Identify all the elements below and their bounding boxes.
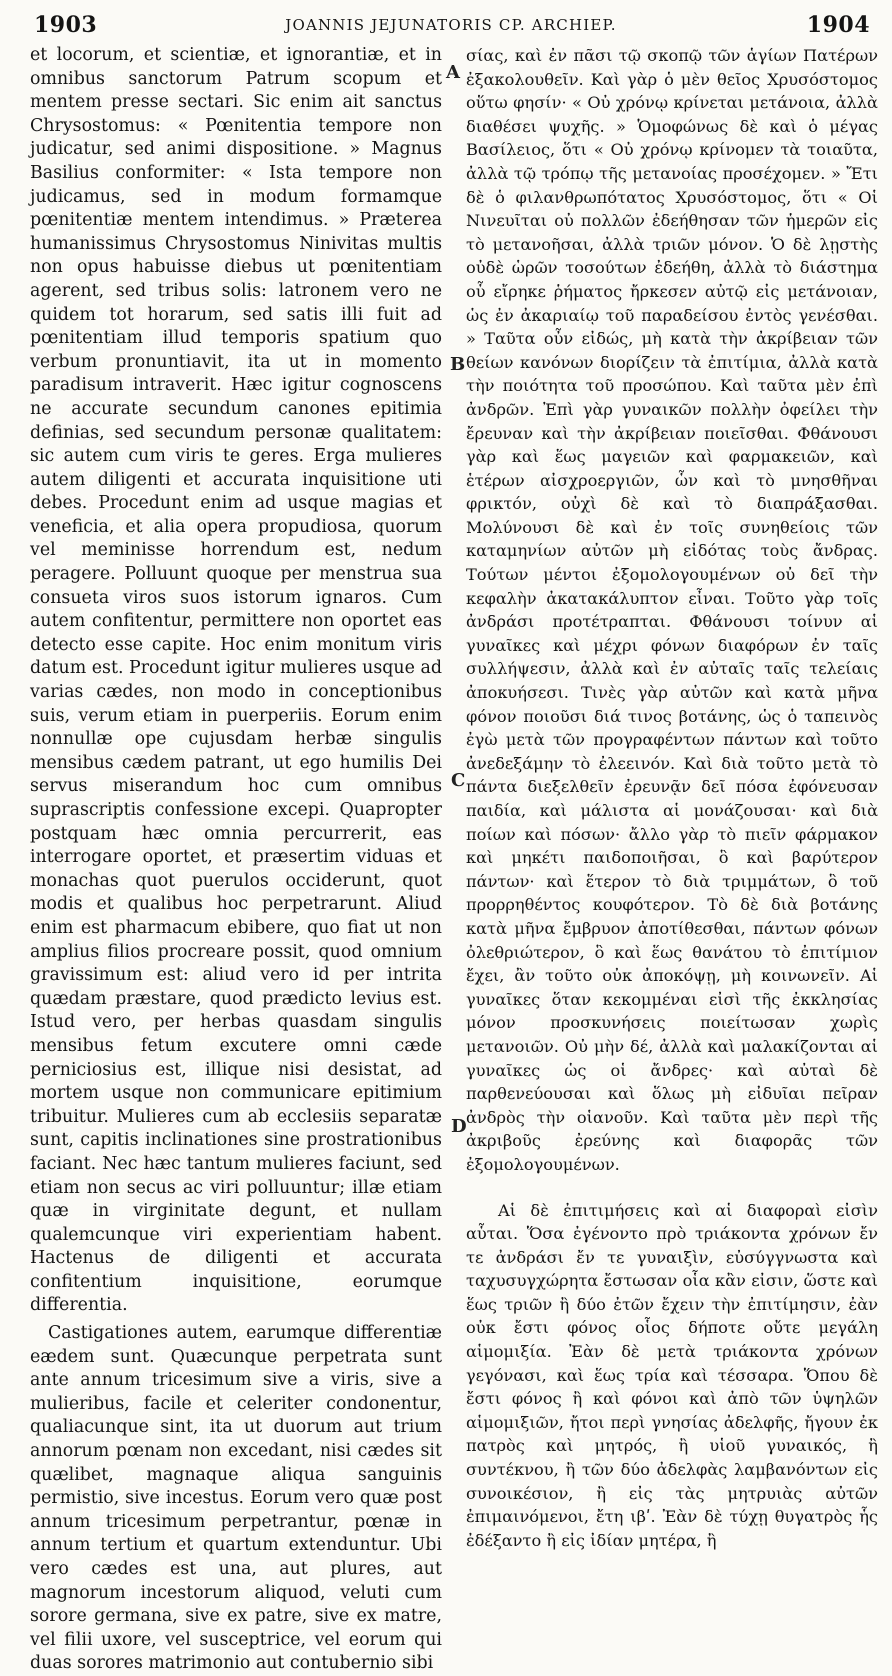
greek-paragraph-2: Αἱ δὲ ἐπιτιμήσεις καὶ αἱ διαφοραὶ εἰσὶν αὗται. Ὅσα ἐγένοντο πρὸ τριάκοντα χρόνων ἔν τε ἀνδράσι ἔν τε γυναιξὶν, εὐσύγγνωστα καὶ ταχυσυγχώρητα ἔστωσαν οἷα κἂν εἰσιν, ὥστε καὶ ἕως τριῶν ἢ δύο ἐτῶν ἔχειν τὴν ἐπιτίμησιν, ἐὰν οὐκ ἔστι φόνος οἷος δήποτε οὔτε μεγάλη αἱμομιξία. Ἐὰν δὲ μετὰ τριάκοντα χρόνων γεγόνασι, καὶ ἕως τρία καὶ τέσσαρα. Ὅπου δὲ ἔστι φόνος ἢ καὶ φόνοι καὶ ἀπὸ τῶν ὑψηλῶν αἱμομιξιῶν, ἤτοι περὶ γνησίας ἀδελφῆς, ἤγουν ἐκ πατρὸς καὶ μητρός, ἢ υἱοῦ γυναικός, ἢ συντέκνου, ἢ τῶν δύο ἀδελφὰς λαμβανόντων εἰς συνοικέσιον, ἢ εἰς τὰς μητρυιὰς αὐτῶν ἐπιμαινόμενοι, ἔτη ιβʹ. Ἐὰν δὲ τύχῃ θυγατρὸς ἧς ἐδέξαντο ἢ εἰς ἰδίαν μητέρα, ἢ [466,1200,878,1550]
running-title: JOANNIS JEJUNATORIS CP. ARCHIEP. [285,16,617,34]
latin-column [30,44,442,1676]
right-page-number: 1904 [806,12,870,38]
greek-paragraph-1: σίας, καὶ ἐν πᾶσι τῷ σκοπῷ τῶν ἁγίων Πατέρων ἐξακολουθεῖν. Καὶ γὰρ ὁ μὲν θεῖος Χρυσόστομος οὕτω φησίν· « Οὐ χρόνῳ κρίνεται μετάνοια, ἀλλὰ διαθέσει ψυχῆς. » Ὁμοφώνως δὲ καὶ ὁ μέγας Βασίλειος, ὅτι « Οὐ χρόνῳ κρίνομεν τὰ τοιαῦτα, ἀλλὰ τῷ τρόπῳ τῆς μετανοίας προσέχομεν. » Ἔτι δὲ ὁ φιλανθρωπότατος Χρυσόστομος, ὅτι « Οἱ Νινευῖται οὐ πολλῶν ἐδεήθησαν τῶν ἡμερῶν εἰς τὸ μετανοῆσαι, ἀλλὰ τριῶν μόνον. Ὁ δὲ λῃστὴς οὐδὲ ὡρῶν τοσούτων ἐδεήθη, ἀλλὰ τὸ διάστημα οὗ εἴρηκε ῥήματος ἤρκεσεν αὐτῷ εἰς μετάνοιαν, ὡς ἐν ἀκαριαίῳ τοῦ παραδείσου ἐντὸς γενέσθαι. » Ταῦτα οὖν εἰδώς, μὴ κατὰ τὴν ἀκρίβειαν τῶν θείων κανόνων διορίζειν τὰ ἐπιτίμια, ἀλλὰ κατὰ τὴν ποιότητα τοῦ προσώπου. Καὶ ταῦτα μὲν ἐπὶ ἀνδρῶν. Ἐπὶ γὰρ γυναικῶν πολλὴν ὀφείλει τὴν ἔρευναν καὶ τὴν ἀκρίβειαν ποιεῖσθαι. Φθάνουσι γὰρ καὶ ἕως μαγειῶν καὶ φαρμακειῶν, καὶ ἑτέρων αἰσχροεργιῶν, ὧν καὶ τὸ μνησθῆναι φρικτόν, οὐχὶ δὲ καὶ τὸ διαπράξασθαι. Μολύνουσι δὲ καὶ ἐν τοῖς συνηθείοις τῶν καταμηνίων αὐτῶν μὴ εἰδότας τοὺς ἄνδρας. Τούτων μέντοι ἐξομολογουμένων οὐ δεῖ τὴν κεφαλὴν ἀκατακάλυπτον εἶναι. Τοῦτο γὰρ τοῖς ἀνδράσι προτέτραπται. Φθάνουσι τοίνυν αἱ γυναῖκες καὶ μέχρι φόνων διαφόρων ἐν ταῖς συλλήψεσιν, ἀλλὰ καὶ ἐν αὐταῖς ταῖς τελείαις ἀποκυήσεσι. Τινὲς γὰρ αὐτῶν καὶ κατὰ μῆνα φόνον ποιοῦσι διά τινος βοτάνης, ὡς ὁ ταπεινὸς ἐγὼ μετὰ τῶν προγραφέντων πάντων καὶ τοῦτο ἀνεδεξάμην τὸ ἐλεεινόν. Καὶ διὰ τοῦτο μετὰ τὸ πάντα διεξελθεῖν ἐρευνᾷν δεῖ πόσα ἐφόνευσαν παιδία, καὶ μάλιστα αἱ μονάζουσαι· καὶ διὰ ποίων καὶ πόσων· ἄλλο γὰρ τὸ πιεῖν φάρμακον καὶ μηκέτι παιδοποιῆσαι, ὃ καὶ βαρύτερον πάντων· καὶ ἕτερον τὸ διὰ τριμμάτων, ὃ τοῦ προρρηθέντος κουφότερον. Τὸ δὲ διὰ βοτάνης κατὰ μῆνα ἔμβρυον ἀποτίθεσθαι, πάντων φόνων ὀλεθριώτερον, ὃ καὶ ἕως θανάτου τὸ ἐπιτίμιον ἔχει, ἂν τοῦτο οὐκ ἀποκόψῃ, μὴ κοινωνεῖν. Αἱ γυναῖκες ὅταν κεκομμέναι εἰσὶ τῆς ἐκκλησίας μόνον προσκυνήσεις ποιείτωσαν χωρὶς μετανοιῶν. Οὐ μὴν δέ, ἀλλὰ καὶ μαλακίζονται αἱ γυναῖκες ὡς οἱ ἄνδρες· καὶ αὐταὶ δὲ παρθενεύουσαι καὶ ὅλως μὴ εἰδυῖαι πεῖραν ἀνδρὸς τὴν οἱανοῦν. Καὶ ταῦτα μὲν περὶ τῆς ἀκριβοῦς ἐρεύνης καὶ διαφορᾶς τῶν ἐξομολογουμένων. [466,46,878,1174]
section-marker-a: A [446,62,460,83]
section-marker-b: B [450,354,466,375]
left-page-number: 1903 [34,12,98,38]
page-header [28,12,874,42]
section-marker-c: C [451,770,466,791]
latin-paragraph-1: et locorum, et scientiæ, et ignorantiæ, et in omnibus sanctorum Patrum scopum et mentem presse sectari. Sic enim ait sanctus Chrysostomus: « Pœnitentia tempore non judicatur, sed animi dispositione. » Magnus Basilius conformiter: « Ista tempore non judicamus, sed in modum formamque pœnitentiæ mentem intendimus. » Præterea humanissimus Chrysostomus Ninivitas multis non opus habuisse diebus ut pœnitentiam agerent, sed tribus solis: latronem vero ne quidem tot horarum, sed satis illi fuit ad pœnitentiam illud temporis spatium quo verbum pronuntiavit, ita ut in momento paradisum intraverit. Hæc igitur cognoscens ne accurate secundum canones epitimia definias, sed secundum personæ qualitatem: sic autem cum viris te geres. Erga mulieres autem diligenti et accurata inquisitione uti debes. Procedunt enim ad usque magias et veneficia, et alia opera propudiosa, quorum vel meminisse horrendum est, nedum peragere. Polluunt quoque per menstrua sua consueta viros suos istorum ignaros. Cum autem confitentur, permittere non oportet eas detecto esse capite. Hoc enim monitum viris datum est. Procedunt igitur mulieres usque ad varias cædes, non modo in conceptionibus suis, verum etiam in puerperiis. Eorum enim nonnullæ ope cujusdam herbæ singulis mensibus cædem patrant, ut ego humilis Dei servus miserandum hoc cum omnibus suprascriptis confessione excepi. Quapropter postquam hæc omnia percurrerit, eas interrogare oportet, et præsertim viduas et monachas quot puerulos occiderunt, quot modis et qualibus hoc perpetrarunt. Aliud enim est pharmacum ebibere, quo fiat ut non amplius filios procreare possit, quod omnium gravissimum est: aliud vero id per intrita quædam præstare, quod prædicto levius est. Istud vero, per herbas quasdam singulis mensibus fetum excutere omni cæde perniciosius est, illique nisi desistat, ad mortem usque non communicare epitimium tribuitur. Mulieres cum ab ecclesiis separatæ sunt, capitis inclinationes sine prostrationibus faciant. Nec hæc tantum mulieres faciunt, sed etiam non secus ac viri polluuntur; illæ etiam quæ in virginitate degunt, et nullam qualemcunque viri experientiam habent. Hactenus de diligenti et accurata confitentium inquisitione, eorumque differentia. [30,45,442,1316]
latin-paragraph-2: Castigationes autem, earumque differentiæ eædem sunt. Quæcunque perpetrata sunt ante annum tricesimum sive a viris, sive a mulieribus, facile et celeriter condonentur, qualiacunque sint, ita ut duorum aut trium annorum pœnam non excedant, nisi cædes sit quælibet, magnaque aliqua sanguinis permistio, sive incestus. Eorum vero quæ post annum tricesimum perpetrantur, pœnæ in annum tertium et quartum extenduntur. Ubi vero cædes est una, aut plures, aut magnorum incestorum aliquod, veluti cum sorore germana, sive ex patre, sive ex matre, vel filii uxore, vel susceptrice, vel eorum qui duas sorores matrimonio aut contubernio sibi [30,1323,442,1674]
greek-column [466,44,878,1552]
section-marker-d: D [451,1116,467,1137]
